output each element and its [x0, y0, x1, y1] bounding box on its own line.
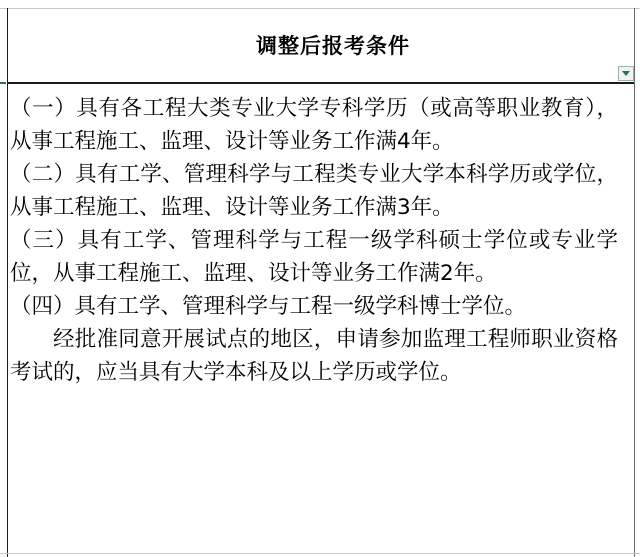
filter-dropdown-button[interactable]: [618, 66, 634, 81]
condition-item-4: （四）具有工学、管理科学与工程一级学科博士学位。: [10, 294, 527, 319]
cell-left-border: [7, 8, 8, 557]
header-title: 调整后报考条件: [256, 34, 410, 58]
chevron-down-icon: [622, 71, 630, 76]
pilot-region-note: 经批准同意开展试点的地区，申请参加监理工程师职业资格考试的，应当具有大学本科及以上学历或学位。: [10, 327, 618, 385]
condition-item-3: （三）具有工学、管理科学与工程一级学科硕士学位或专业学位，从事工程施工、监理、设计等业务工作满2年。: [10, 228, 618, 286]
condition-item-2: （二）具有工学、管理科学与工程类专业大学本科学历或学位，从事工程施工、监理、设计等业务工作满3年。: [10, 162, 618, 220]
condition-item-1: （一）具有各工程大类专业大学专科学历（或高等职业教育），从事工程施工、监理、设计等业务工作满4年。: [10, 96, 618, 154]
content-cell[interactable]: [10, 92, 618, 389]
cell-right-border: [634, 8, 635, 557]
row-edge-mark: [0, 82, 6, 84]
grid-bottom-row: [0, 553, 640, 557]
header-cell[interactable]: [8, 8, 634, 84]
